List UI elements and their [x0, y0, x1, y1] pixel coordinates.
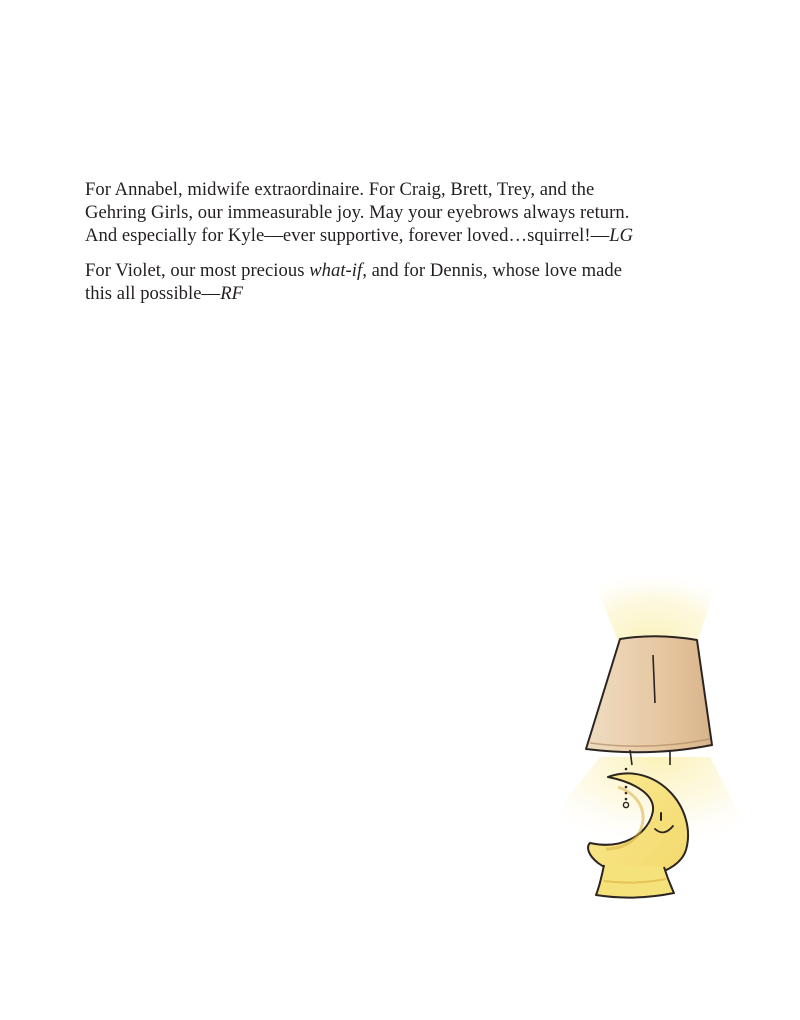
dedication-line: For Violet, our most precious [85, 260, 310, 281]
dedication-line: For Annabel, midwife extraordinaire. For Craig, Brett, Trey, and the [85, 179, 595, 200]
upper-light-glow [580, 545, 725, 641]
dedication-paragraph-lg [85, 178, 735, 247]
dedication-line: this all possible— [85, 283, 221, 304]
author-initials-lg: LG [609, 225, 634, 246]
crescent-moon-lamp-icon [560, 545, 760, 905]
dedication-line: Gehring Girls, our immeasurable joy. May your eyebrows always return. [85, 202, 630, 223]
lampshade [586, 636, 712, 752]
dedication-line: And especially for Kyle—ever supportive, forever loved…squirrel!— [85, 225, 610, 246]
moon-lamp-illustration [560, 545, 760, 905]
dedication-paragraph-rf [85, 259, 735, 305]
dedication-line: and for Dennis, whose love made [366, 260, 623, 281]
author-initials-rf: RF [220, 283, 244, 304]
dedication-text [85, 178, 735, 305]
italic-phrase: what-if, [309, 260, 367, 281]
